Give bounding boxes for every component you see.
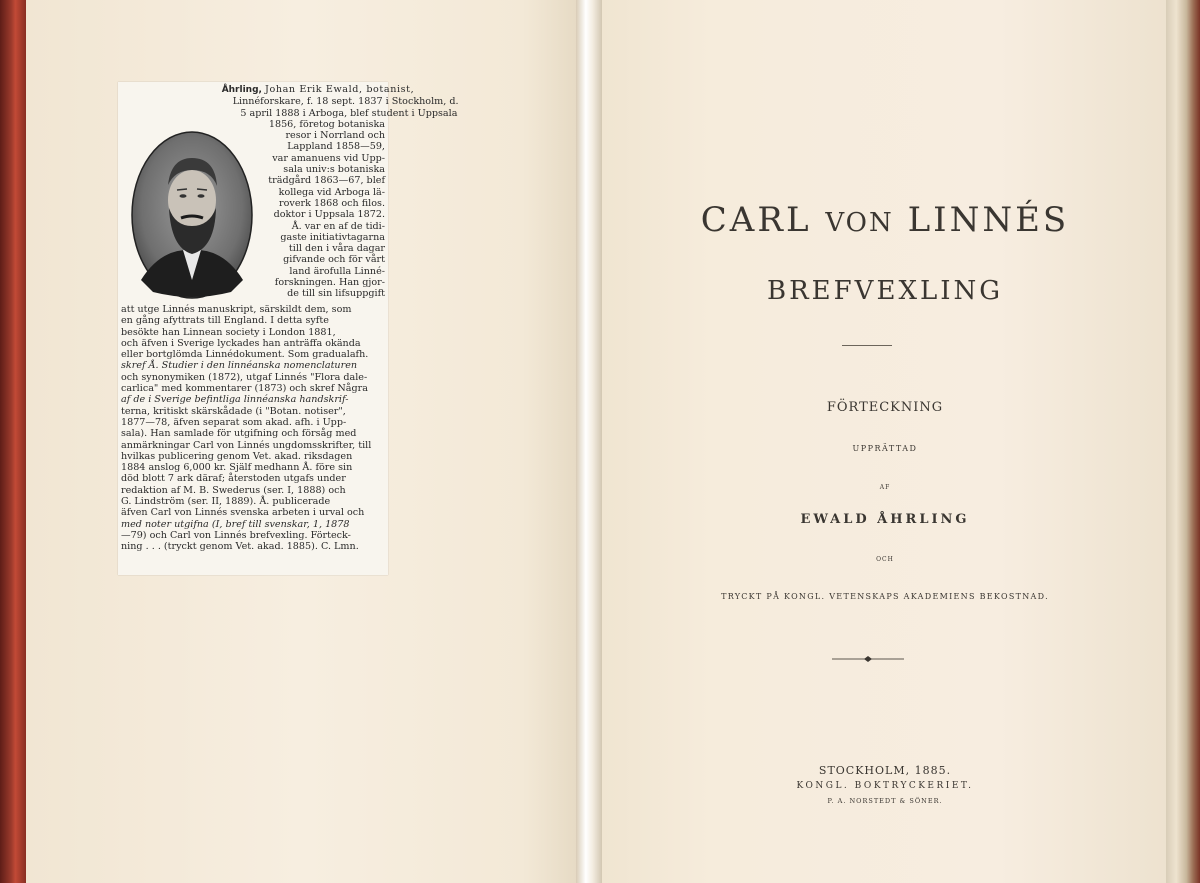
entry-line: anmärkningar Carl von Linnés ungdomsskrifter, till bbox=[121, 439, 372, 451]
title-line-1 bbox=[602, 200, 1168, 240]
entry-line: 1856, företog botaniska bbox=[268, 118, 385, 130]
entry-line: 1884 anslog 6,000 kr. Själf medhann Å. före sin bbox=[121, 462, 353, 474]
entry-line: hvilkas publicering genom Vet. akad. riksdagen bbox=[121, 450, 353, 462]
portrait-engraving bbox=[131, 130, 253, 300]
entry-line: gifvande och för vårt bbox=[283, 254, 385, 266]
entry-line: G. Lindström (ser. II, 1889). Å. publicerade bbox=[121, 496, 331, 508]
subtitle-af: AF bbox=[879, 484, 891, 491]
entry-line: 1877—78, äfven separat som akad. afh. i Upp- bbox=[121, 416, 347, 428]
entry-line: roverk 1868 och filos. bbox=[279, 197, 385, 209]
entry-line: resor i Norrland och bbox=[285, 130, 385, 142]
entry-line: de till sin lifsuppgift bbox=[287, 288, 385, 300]
entry-line: till den i våra dagar bbox=[288, 243, 385, 255]
entry-line: Lappland 1858—59, bbox=[287, 141, 385, 153]
title-word-linnes: LINNÉS bbox=[907, 200, 1070, 240]
entry-line: doktor i Uppsala 1872. bbox=[273, 209, 385, 221]
entry-line: att utge Linnés manuskript, särskildt dem, som bbox=[121, 304, 352, 315]
book-gutter bbox=[576, 0, 604, 883]
book-cover-left bbox=[0, 0, 28, 883]
imprint-publisher: P. A. NORSTEDT & SÖNER. bbox=[827, 797, 943, 805]
title-line-2: BREFVEXLING bbox=[766, 276, 1004, 306]
entry-line: var amanuens vid Upp- bbox=[272, 152, 385, 164]
entry-line: trädgård 1863—67, blef bbox=[268, 175, 385, 187]
entry-line: land ärofulla Linné- bbox=[289, 265, 385, 277]
entry-line: ning . . . (tryckt genom Vet. akad. 1885). C. Lmn. bbox=[121, 541, 359, 553]
entry-line: Å. var en af de tidi- bbox=[291, 220, 385, 232]
entry-line: och synonymiken (1872), utgaf Linnés "Flora dale- bbox=[121, 371, 368, 383]
entry-line: forskningen. Han gjor- bbox=[274, 277, 385, 289]
entry-line: med noter utgifna (I, bref till svenskar, 1, 1878 bbox=[121, 518, 350, 530]
title-rule bbox=[842, 345, 892, 346]
entry-line: carlica" med kommentarer (1873) och skref Några bbox=[121, 383, 368, 395]
entry-line: af de i Sverige befintliga linnéanska handskrif- bbox=[121, 394, 349, 406]
entry-line: 5 april 1888 i Arboga, blef student i Uppsala bbox=[240, 107, 458, 119]
entry-line: —79) och Carl von Linnés brefvexling. Förteck- bbox=[121, 529, 351, 541]
entry-line: Linnéforskare, f. 18 sept. 1837 i Stockholm, d. bbox=[232, 96, 459, 108]
entry-line: kollega vid Arboga lä- bbox=[278, 186, 385, 198]
author-name: EWALD ÅHRLING bbox=[800, 512, 970, 527]
ornament-rule bbox=[832, 654, 904, 664]
entry-line: gaste initiativtagarna bbox=[280, 231, 385, 243]
subtitle-och: OCH bbox=[876, 556, 894, 563]
entry-line: redaktion af M. B. Swederus (ser. I, 1888) och bbox=[121, 484, 346, 496]
entry-line: besökte han Linnean society i London 1881, bbox=[121, 326, 336, 338]
encyclopedia-clipping bbox=[118, 82, 459, 575]
entry-line: eller bortglömda Linnédokument. Som gradualafh. bbox=[121, 349, 369, 361]
entry-name: Åhrling, bbox=[221, 85, 262, 95]
imprint-printer: KONGL. BOKTRYCKERIET. bbox=[796, 781, 974, 791]
title-word-von: VON bbox=[825, 208, 894, 238]
title-word-carl: CARL bbox=[700, 200, 812, 240]
entry-line: sala univ:s botaniska bbox=[283, 164, 385, 176]
entry-line: skref Å. Studier i den linnéanska nomenclaturen bbox=[121, 360, 358, 372]
entry-line: och äfven i Sverige lyckades han anträffa okända bbox=[121, 337, 361, 349]
subtitle-forteckning: FÖRTECKNING bbox=[826, 400, 944, 415]
imprint-place-year: STOCKHOLM, 1885. bbox=[818, 764, 952, 777]
entry-line: äfven Carl von Linnés svenska arbeten i urval och bbox=[121, 507, 365, 519]
subtitle-printed-at-expense: TRYCKT PÅ KONGL. VETENSKAPS AKADEMIENS BEKOSTNAD. bbox=[721, 592, 1049, 601]
subtitle-upprattad: UPPRÄTTAD bbox=[852, 444, 918, 453]
page-edges-right bbox=[1166, 0, 1200, 883]
entry-line: död blott 7 ark däraf; återstoden utgafs under bbox=[121, 473, 346, 485]
right-page bbox=[602, 0, 1168, 883]
entry-line: en gång afyttrats till England. I detta syfte bbox=[121, 315, 329, 327]
entry-line: sala). Han samlade för utgifning och försåg med bbox=[121, 428, 357, 440]
entry-line: terna, kritiskt skärskådade (i "Botan. notiser", bbox=[121, 405, 346, 417]
entry-first-line: Johan Erik Ewald, botanist, bbox=[265, 84, 415, 95]
